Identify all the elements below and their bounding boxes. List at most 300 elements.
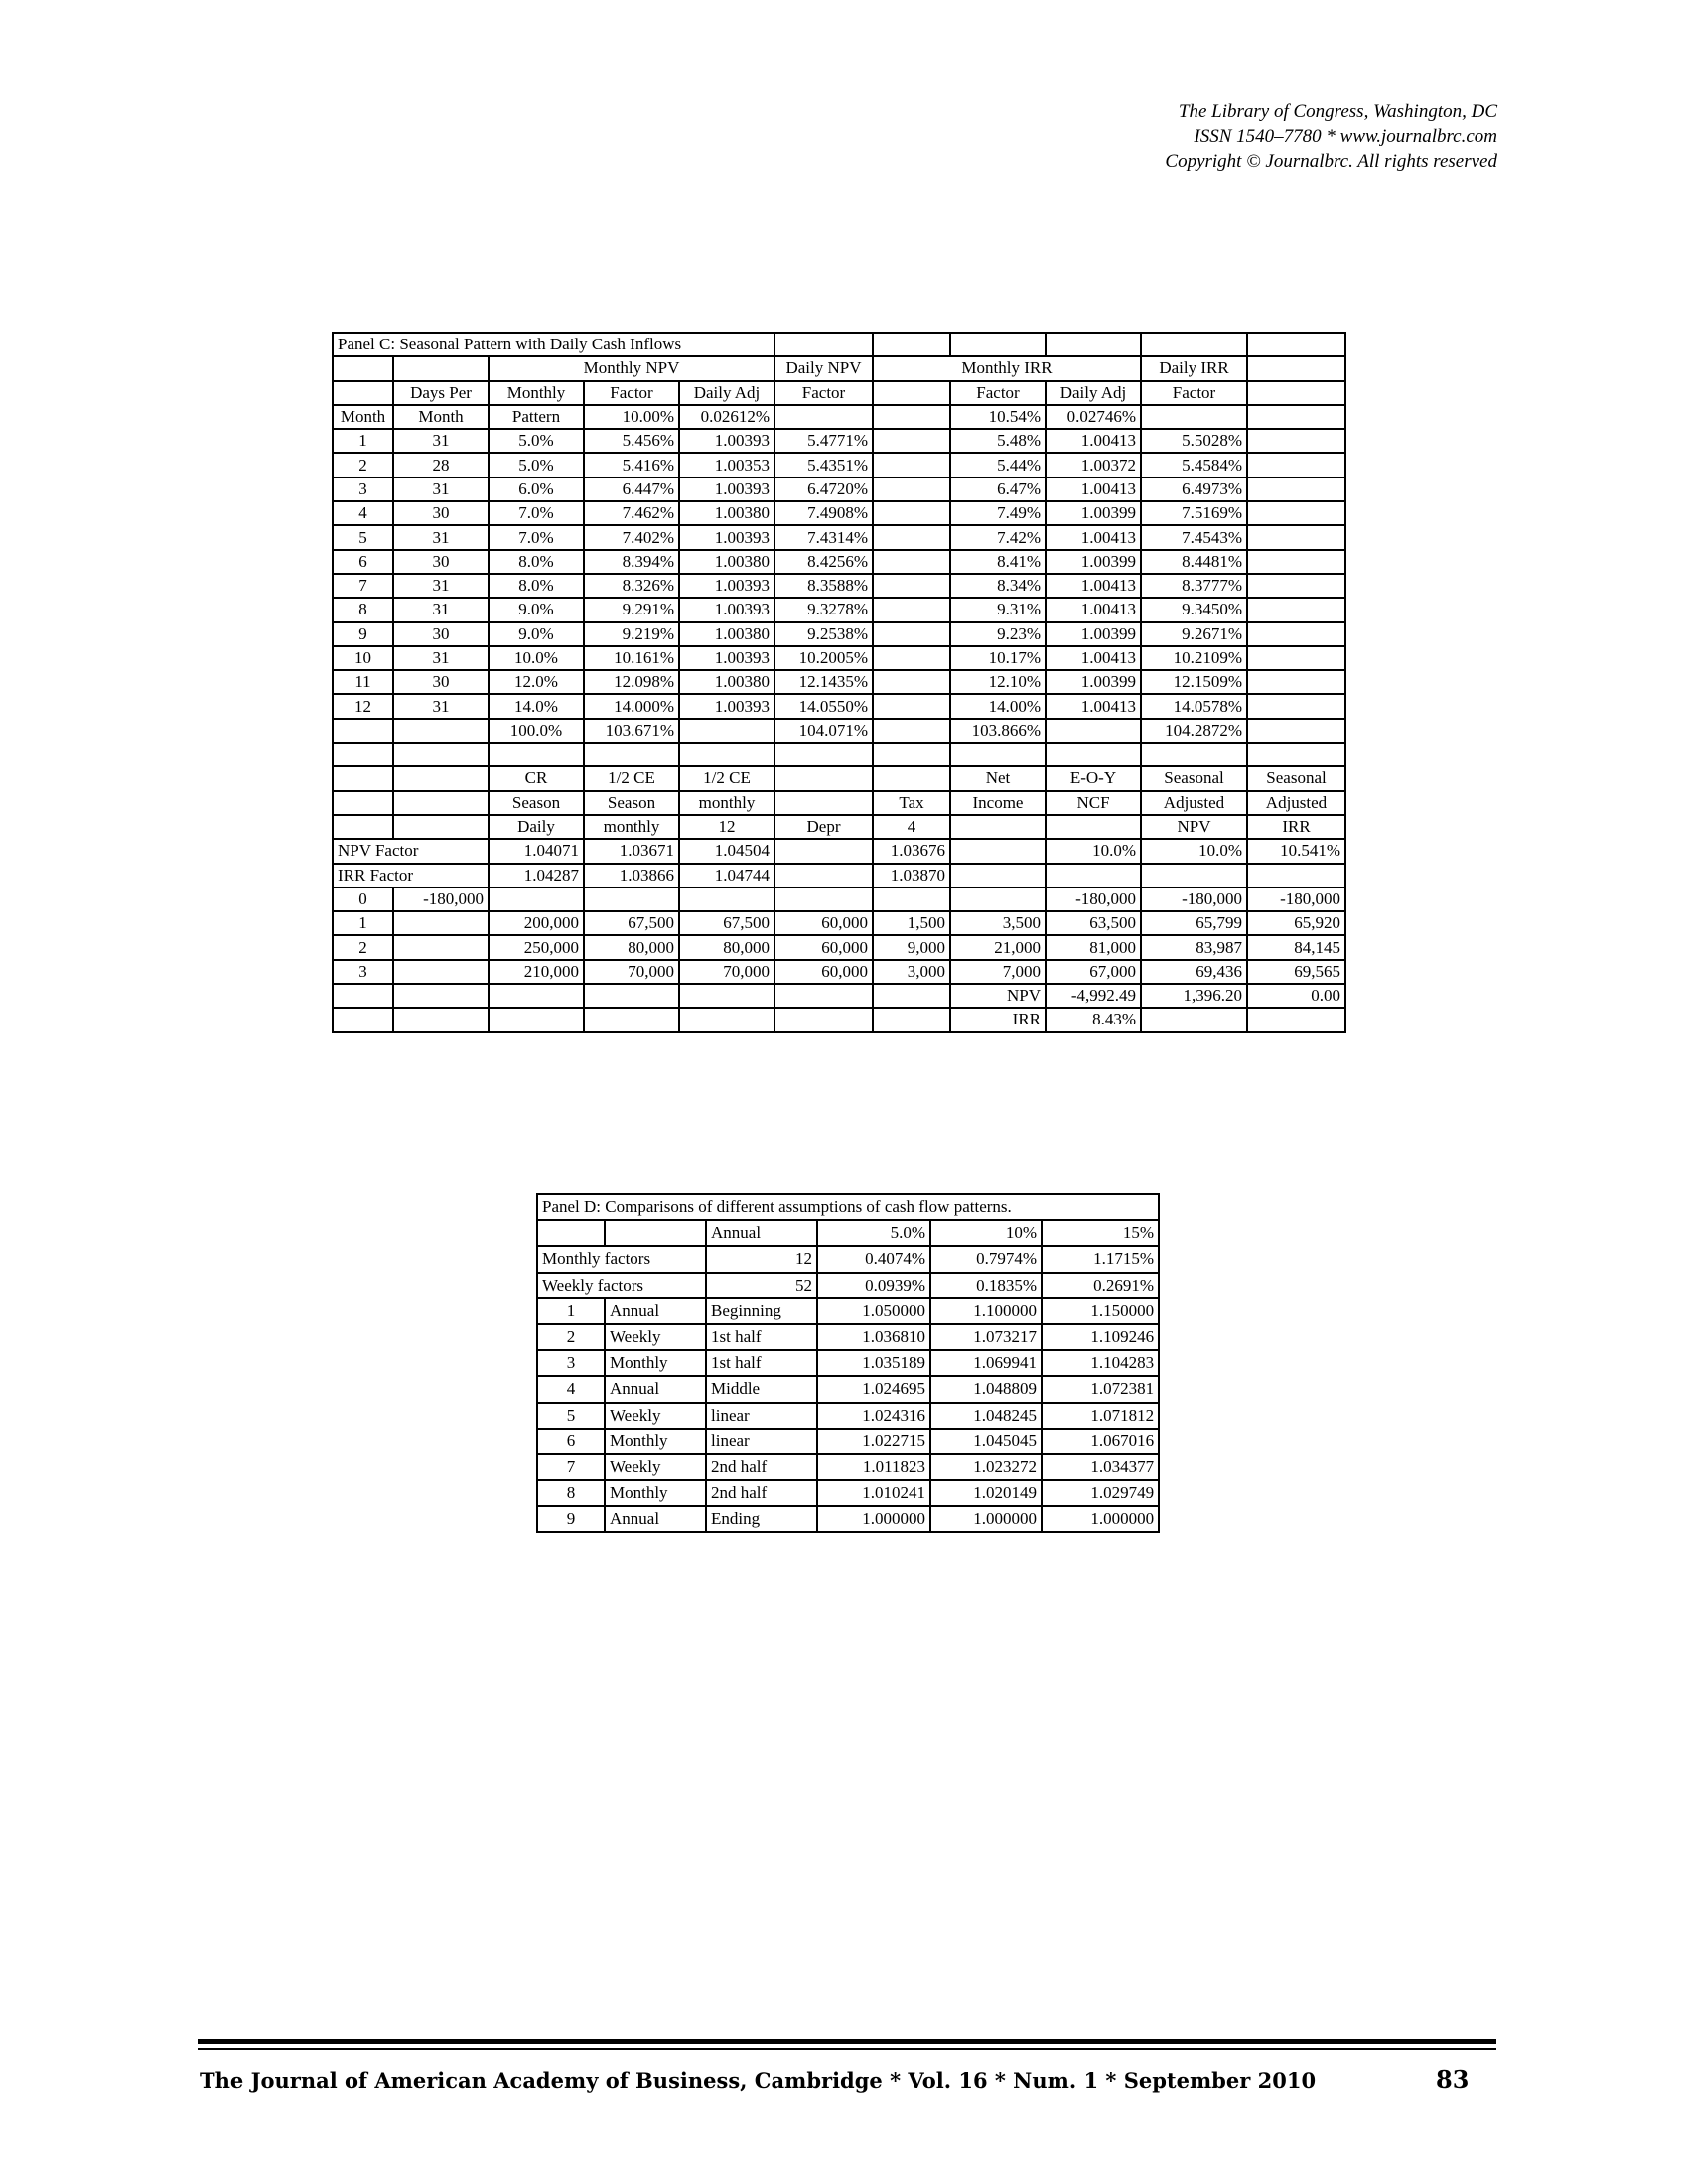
table-cell: 1.00399 (1046, 550, 1141, 574)
footer-rule-thin (198, 2048, 1496, 2050)
table-cell: IRR (1247, 815, 1345, 839)
table-row (333, 815, 1345, 839)
table-cell: 11 (333, 670, 393, 694)
table-cell (774, 864, 873, 887)
table-cell: 1.150000 (1042, 1298, 1159, 1324)
table-cell (873, 646, 950, 670)
table-cell: 70,000 (584, 960, 679, 984)
table-cell: 1.000000 (930, 1506, 1042, 1532)
table-cell: 1,396.20 (1141, 984, 1247, 1008)
table-cell: 8.41% (950, 550, 1046, 574)
table-cell: 6.4720% (774, 478, 873, 501)
table-cell: 8.4256% (774, 550, 873, 574)
table-cell: Month (333, 405, 393, 429)
table-cell: Seasonal (1141, 766, 1247, 790)
table-cell: 8.0% (489, 550, 584, 574)
table-cell: 5.0% (489, 453, 584, 477)
table-cell: 6.447% (584, 478, 679, 501)
table-cell: 8 (333, 598, 393, 621)
table-cell (333, 766, 393, 790)
table-cell (679, 887, 774, 911)
table-row (333, 935, 1345, 959)
table-cell (1247, 719, 1345, 743)
table-cell: Daily Adj (1046, 381, 1141, 405)
table-row (333, 453, 1345, 477)
table-cell: Monthly (605, 1429, 706, 1454)
panel-d-title: Panel D: Comparisons of different assumptions of cash flow patterns. (537, 1194, 1159, 1220)
table-cell: 69,565 (1247, 960, 1345, 984)
table-cell (393, 1008, 489, 1031)
table-cell: 104.2872% (1141, 719, 1247, 743)
table-cell (950, 815, 1046, 839)
table-cell: Daily (489, 815, 584, 839)
table-cell: 10.0% (1141, 839, 1247, 863)
table-cell: -180,000 (1247, 887, 1345, 911)
table-cell: 1 (333, 429, 393, 453)
table-cell: 4 (873, 815, 950, 839)
table-cell (1247, 598, 1345, 621)
panel-c-title-row (333, 333, 1345, 356)
table-cell: 2nd half (706, 1454, 817, 1480)
table-cell: 12 (706, 1246, 817, 1272)
table-cell: monthly (679, 791, 774, 815)
table-cell: 12 (333, 694, 393, 718)
table-cell: 1.00393 (679, 598, 774, 621)
table-cell: 12 (679, 815, 774, 839)
table-cell: 1.104283 (1042, 1350, 1159, 1376)
table-cell (1141, 864, 1247, 887)
table-cell: 60,000 (774, 911, 873, 935)
table-cell: 6.0% (489, 478, 584, 501)
table-cell: 1.00380 (679, 670, 774, 694)
table-cell: 1.00380 (679, 550, 774, 574)
table-cell: 67,000 (1046, 960, 1141, 984)
table-cell: 31 (393, 598, 489, 621)
table-cell: 1.1715% (1042, 1246, 1159, 1272)
table-cell: 6 (537, 1429, 605, 1454)
table-cell: 5.5028% (1141, 429, 1247, 453)
table-cell: 3,000 (873, 960, 950, 984)
table-cell (873, 622, 950, 646)
table-cell: 1.03676 (873, 839, 950, 863)
table-cell: 0.02746% (1046, 405, 1141, 429)
table-cell: NPV (1141, 815, 1247, 839)
table-cell: 1.00413 (1046, 525, 1141, 549)
table-row (333, 911, 1345, 935)
table-cell: 60,000 (774, 935, 873, 959)
table-cell: 8.43% (1046, 1008, 1141, 1031)
table-cell (333, 1008, 393, 1031)
table-cell (393, 719, 489, 743)
table-cell (873, 478, 950, 501)
panel-d-table (536, 1193, 1160, 1533)
table-cell: 1.072381 (1042, 1376, 1159, 1402)
table-cell (393, 743, 489, 766)
table-cell (873, 598, 950, 621)
table-cell (950, 743, 1046, 766)
table-cell: 3 (537, 1350, 605, 1376)
table-cell: 4 (333, 501, 393, 525)
table-cell: 9.0% (489, 622, 584, 646)
table-cell: 210,000 (489, 960, 584, 984)
table-row (537, 1376, 1159, 1402)
table-cell (1247, 429, 1345, 453)
table-row (333, 791, 1345, 815)
table-cell (679, 719, 774, 743)
table-cell: 70,000 (679, 960, 774, 984)
table-cell: Monthly IRR (873, 356, 1141, 380)
table-cell (679, 1008, 774, 1031)
table-cell: 8.4481% (1141, 550, 1247, 574)
table-cell: 1.010241 (817, 1480, 930, 1506)
table-cell: 6.47% (950, 478, 1046, 501)
table-cell: NPV Factor (333, 839, 489, 863)
table-cell: 1.00413 (1046, 646, 1141, 670)
table-cell (1141, 1008, 1247, 1031)
table-cell: 5.0% (489, 429, 584, 453)
table-cell: 9.3450% (1141, 598, 1247, 621)
table-cell: 81,000 (1046, 935, 1141, 959)
table-cell: 8 (537, 1480, 605, 1506)
table-cell: 8.3588% (774, 574, 873, 598)
table-row (333, 622, 1345, 646)
table-cell (1247, 743, 1345, 766)
table-cell: 65,799 (1141, 911, 1247, 935)
table-cell: 1.069941 (930, 1350, 1042, 1376)
table-cell (1247, 622, 1345, 646)
table-cell (774, 984, 873, 1008)
table-cell: -180,000 (393, 887, 489, 911)
table-cell: Daily NPV (774, 356, 873, 380)
table-cell: 1.04744 (679, 864, 774, 887)
table-cell: 31 (393, 429, 489, 453)
table-cell: 5 (537, 1403, 605, 1429)
table-cell (584, 1008, 679, 1031)
table-cell: 1.00413 (1046, 429, 1141, 453)
table-cell: Factor (774, 381, 873, 405)
table-cell (393, 911, 489, 935)
table-cell (774, 839, 873, 863)
table-cell: 5.44% (950, 453, 1046, 477)
table-row (333, 525, 1345, 549)
table-cell: 30 (393, 622, 489, 646)
table-cell: 9 (537, 1506, 605, 1532)
table-cell: 1.04071 (489, 839, 584, 863)
table-cell: Factor (584, 381, 679, 405)
table-cell: 80,000 (584, 935, 679, 959)
table-cell: 12.10% (950, 670, 1046, 694)
table-cell (584, 887, 679, 911)
table-cell: 1.023272 (930, 1454, 1042, 1480)
table-cell (950, 864, 1046, 887)
table-cell (1247, 356, 1345, 380)
table-cell: 0.2691% (1042, 1273, 1159, 1298)
table-cell (873, 501, 950, 525)
table-cell: 2nd half (706, 1480, 817, 1506)
table-cell (873, 1008, 950, 1031)
table-row (537, 1480, 1159, 1506)
table-cell: 1.00393 (679, 478, 774, 501)
table-cell (333, 719, 393, 743)
table-row (333, 574, 1345, 598)
table-row (537, 1246, 1159, 1272)
table-cell (774, 405, 873, 429)
table-cell (393, 935, 489, 959)
table-cell: 1.036810 (817, 1324, 930, 1350)
table-cell: Depr (774, 815, 873, 839)
table-cell (774, 743, 873, 766)
table-cell (393, 766, 489, 790)
table-row (537, 1298, 1159, 1324)
table-row (333, 381, 1345, 405)
table-cell: Net (950, 766, 1046, 790)
table-cell: 31 (393, 694, 489, 718)
table-cell: -180,000 (1046, 887, 1141, 911)
table-cell: Weekly factors (537, 1273, 706, 1298)
table-cell (333, 381, 393, 405)
table-cell: 10.2005% (774, 646, 873, 670)
table-cell: 3,500 (950, 911, 1046, 935)
table-cell (1247, 525, 1345, 549)
table-cell: 7.5169% (1141, 501, 1247, 525)
table-cell: 12.098% (584, 670, 679, 694)
table-cell: 1.00372 (1046, 453, 1141, 477)
table-cell (1247, 501, 1345, 525)
table-cell: CR (489, 766, 584, 790)
table-cell (873, 381, 950, 405)
table-cell: 1st half (706, 1324, 817, 1350)
table-cell: Weekly (605, 1324, 706, 1350)
table-cell: 8.34% (950, 574, 1046, 598)
table-cell: 1st half (706, 1350, 817, 1376)
table-cell: 5.4771% (774, 429, 873, 453)
table-cell: 5.4351% (774, 453, 873, 477)
table-cell: 6 (333, 550, 393, 574)
table-cell: NCF (1046, 791, 1141, 815)
table-row (537, 1324, 1159, 1350)
table-cell: 7.462% (584, 501, 679, 525)
table-cell: 5.416% (584, 453, 679, 477)
table-cell: NPV (950, 984, 1046, 1008)
table-cell: 1/2 CE (679, 766, 774, 790)
table-cell: 8.326% (584, 574, 679, 598)
table-cell (774, 766, 873, 790)
table-row (537, 1220, 1159, 1246)
table-cell: 7 (537, 1454, 605, 1480)
table-cell (1046, 864, 1141, 887)
table-cell: monthly (584, 815, 679, 839)
table-cell: 10 (333, 646, 393, 670)
table-cell (393, 791, 489, 815)
page-number: 83 (1436, 2065, 1470, 2094)
table-cell: 10.00% (584, 405, 679, 429)
table-cell: 7.42% (950, 525, 1046, 549)
table-cell: 8.3777% (1141, 574, 1247, 598)
table-cell: 9.291% (584, 598, 679, 621)
table-cell: 10.541% (1247, 839, 1345, 863)
table-cell: 9.31% (950, 598, 1046, 621)
table-cell: 63,500 (1046, 911, 1141, 935)
table-cell: 65,920 (1247, 911, 1345, 935)
table-row (333, 670, 1345, 694)
table-cell: 3 (333, 478, 393, 501)
table-cell (873, 429, 950, 453)
table-row (333, 694, 1345, 718)
table-cell (489, 887, 584, 911)
table-cell: Season (584, 791, 679, 815)
table-cell: 1.00413 (1046, 598, 1141, 621)
table-cell: 0.4074% (817, 1246, 930, 1272)
table-cell (393, 356, 489, 380)
table-cell: 1.00393 (679, 429, 774, 453)
table-cell: 1.109246 (1042, 1324, 1159, 1350)
table-cell: 5.4584% (1141, 453, 1247, 477)
table-cell (333, 356, 393, 380)
table-cell: 1.000000 (1042, 1506, 1159, 1532)
table-cell: 1.03870 (873, 864, 950, 887)
table-row (537, 1506, 1159, 1532)
table-cell (873, 453, 950, 477)
table-cell: 7 (333, 574, 393, 598)
table-cell: 10.2109% (1141, 646, 1247, 670)
table-cell: Days Per (393, 381, 489, 405)
table-cell: 1.04287 (489, 864, 584, 887)
table-cell: 7.4314% (774, 525, 873, 549)
table-cell (537, 1220, 605, 1246)
table-cell: 1.067016 (1042, 1429, 1159, 1454)
table-cell: E-O-Y (1046, 766, 1141, 790)
table-cell: 1.00353 (679, 453, 774, 477)
table-cell: 1.048245 (930, 1403, 1042, 1429)
table-cell: Beginning (706, 1298, 817, 1324)
table-cell: 7.4543% (1141, 525, 1247, 549)
table-cell: Factor (1141, 381, 1247, 405)
table-cell (873, 550, 950, 574)
table-cell: 0.7974% (930, 1246, 1042, 1272)
table-cell: 12.0% (489, 670, 584, 694)
table-cell: Monthly (489, 381, 584, 405)
table-cell: 104.071% (774, 719, 873, 743)
table-row (333, 646, 1345, 670)
table-cell: IRR Factor (333, 864, 489, 887)
table-cell: Monthly NPV (489, 356, 774, 380)
table-cell: 31 (393, 574, 489, 598)
table-row (333, 356, 1345, 380)
table-cell: 1 (537, 1298, 605, 1324)
table-cell (873, 525, 950, 549)
table-cell (679, 743, 774, 766)
table-cell (1141, 405, 1247, 429)
table-cell (873, 694, 950, 718)
table-cell (1247, 405, 1345, 429)
table-cell (873, 574, 950, 598)
table-cell: 1,500 (873, 911, 950, 935)
table-cell: 1.050000 (817, 1298, 930, 1324)
table-cell (873, 766, 950, 790)
table-cell: Factor (950, 381, 1046, 405)
table-cell (1046, 815, 1141, 839)
table-cell: Weekly (605, 1454, 706, 1480)
table-cell (1247, 478, 1345, 501)
table-cell: 1.04504 (679, 839, 774, 863)
table-cell: Income (950, 791, 1046, 815)
table-cell: Daily Adj (679, 381, 774, 405)
table-cell: 1.024695 (817, 1376, 930, 1402)
table-cell: 1/2 CE (584, 766, 679, 790)
table-cell: 10.54% (950, 405, 1046, 429)
table-cell: -180,000 (1141, 887, 1247, 911)
table-cell: 12.1509% (1141, 670, 1247, 694)
table-cell: 7.0% (489, 525, 584, 549)
panel-c-title: Panel C: Seasonal Pattern with Daily Cash Inflows (333, 333, 774, 356)
table-cell: 1.00413 (1046, 694, 1141, 718)
table-cell: 1.024316 (817, 1403, 930, 1429)
table-row (333, 766, 1345, 790)
table-cell: 60,000 (774, 960, 873, 984)
table-row (333, 478, 1345, 501)
table-cell: 2 (333, 935, 393, 959)
table-row (537, 1350, 1159, 1376)
table-cell (489, 1008, 584, 1031)
table-cell: 1.00413 (1046, 574, 1141, 598)
table-cell: -4,992.49 (1046, 984, 1141, 1008)
table-cell (873, 405, 950, 429)
table-row (537, 1429, 1159, 1454)
table-cell: 10% (930, 1220, 1042, 1246)
table-cell: Month (393, 405, 489, 429)
table-cell: Weekly (605, 1403, 706, 1429)
table-cell: 14.000% (584, 694, 679, 718)
table-cell: 103.671% (584, 719, 679, 743)
table-row (333, 501, 1345, 525)
table-cell: 1.034377 (1042, 1454, 1159, 1480)
table-cell (1141, 743, 1247, 766)
table-cell: Adjusted (1247, 791, 1345, 815)
table-cell: 1.00393 (679, 646, 774, 670)
table-cell: 200,000 (489, 911, 584, 935)
table-cell: 10.0% (1046, 839, 1141, 863)
table-cell: linear (706, 1429, 817, 1454)
table-cell: 2 (333, 453, 393, 477)
table-cell: 9.23% (950, 622, 1046, 646)
table-cell: Middle (706, 1376, 817, 1402)
table-cell: 0.00 (1247, 984, 1345, 1008)
table-cell: 28 (393, 453, 489, 477)
table-cell (1046, 719, 1141, 743)
table-cell (333, 984, 393, 1008)
table-cell: 4 (537, 1376, 605, 1402)
table-cell: 7.402% (584, 525, 679, 549)
table-cell: 84,145 (1247, 935, 1345, 959)
table-cell: 7,000 (950, 960, 1046, 984)
table-cell (1247, 694, 1345, 718)
table-cell: Annual (605, 1376, 706, 1402)
table-cell: 250,000 (489, 935, 584, 959)
table-cell: 1.029749 (1042, 1480, 1159, 1506)
table-cell: 67,500 (679, 911, 774, 935)
table-cell: 1.00399 (1046, 622, 1141, 646)
panel-d-title-row (537, 1194, 1159, 1220)
table-cell: 0.0939% (817, 1273, 930, 1298)
table-cell (679, 984, 774, 1008)
table-cell: Tax (873, 791, 950, 815)
table-cell: 1.03671 (584, 839, 679, 863)
table-cell: 7.49% (950, 501, 1046, 525)
table-cell: 14.0578% (1141, 694, 1247, 718)
table-cell (1247, 574, 1345, 598)
table-cell (333, 743, 393, 766)
table-cell (873, 719, 950, 743)
